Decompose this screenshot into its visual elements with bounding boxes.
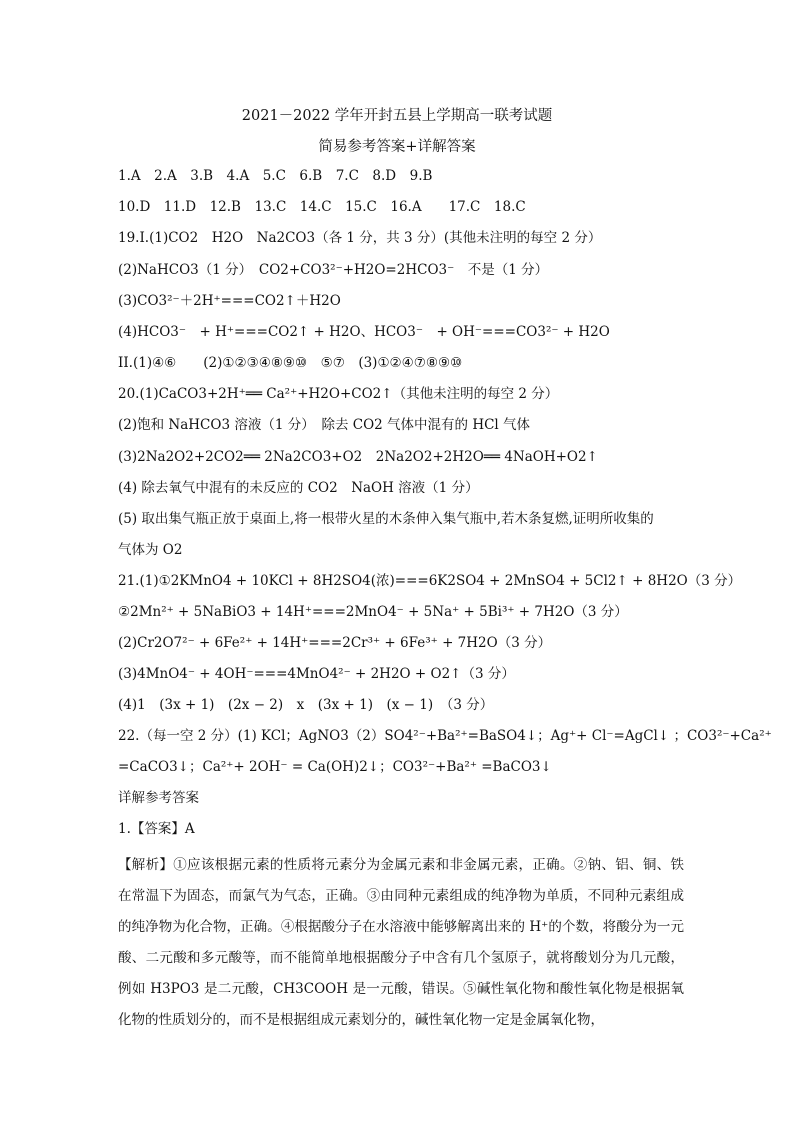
answer-line: (3)4MnO4⁻ + 4OH⁻===4MnO4²⁻ + 2H2O + O2↑（3 分）	[118, 666, 515, 682]
answer-line: 1.【答案】A	[118, 821, 195, 837]
answer-line: II.(1)④⑥ (2)①②③④⑧⑨⑩ ⑤⑦ (3)①②④⑦⑧⑨⑩	[118, 355, 463, 371]
answer-line: 10.D 11.D 12.B 13.C 14.C 15.C 16.A 17.C 18.C	[118, 199, 526, 215]
answer-line: 22.（每一空 2 分）(1) KCl；AgNO3（2）SO4²⁻+Ba²⁺=BaSO4↓；Ag⁺+ Cl⁻=AgCl↓ ；CO3²⁻+Ca²⁺	[118, 728, 772, 744]
answer-line: (4)1 (3x + 1) (2x − 2) x (3x + 1) (x − 1) （3 分）	[118, 697, 494, 713]
answer-line: (4) 除去氧气中混有的未反应的 CO2 NaOH 溶液（1 分）	[118, 480, 479, 496]
answer-line: 21.(1)①2KMnO4 + 10KCl + 8H2SO4(浓)===6K2SO4 + 2MnSO4 + 5Cl2↑ + 8H2O（3 分）	[118, 573, 742, 589]
answer-line: =CaCO3↓；Ca²⁺+ 2OH⁻ = Ca(OH)2↓；CO3²⁻+Ba²⁺ =BaCO3↓	[118, 759, 552, 775]
document-title: 2021－2022 学年开封五县上学期高一联考试题	[241, 108, 553, 124]
answer-line: 1.A 2.A 3.B 4.A 5.C 6.B 7.C 8.D 9.B	[118, 168, 433, 184]
answer-line: (3)2Na2O2+2CO2══ 2Na2CO3+O2 2Na2O2+2H2O══ 4NaOH+O2↑	[118, 449, 598, 465]
answer-line: (3)CO3²⁻＋2H⁺===CO2↑＋H2O	[118, 293, 341, 309]
answer-line: 20.(1)CaCO3+2H⁺══ Ca²⁺+H2O+CO2↑（其他未注明的每空 2 分）	[118, 386, 559, 402]
answer-line: (2)Cr2O7²⁻ + 6Fe²⁺ + 14H⁺===2Cr³⁺ + 6Fe³⁺ + 7H2O（3 分）	[118, 635, 552, 651]
section-heading: 详解参考答案	[118, 790, 199, 806]
explanation-paragraph: 【解析】①应该根据元素的性质将元素分为金属元素和非金属元素，正确。②钠、铝、铜、铁在常温下为固态，而氯气为气态，正确。③由同种元素组成的纯净物为单质，不同种元素组成的纯净物为化合物，正确。④根据酸分子在水溶液中能够解离出来的 H⁺的个数，将酸分为一元酸、二元酸和多元酸等，而不能简单地根据酸分子中含有几个氢原子，就将酸划分为几元酸，例如 H3PO3 是二元酸，CH3COOH 是一元酸，错误。⑤碱性氧化物和酸性氧化物是根据氧化物的性质划分的，而不是根据组成元素划分的，碱性氧化物一定是金属氧化物，	[118, 857, 684, 1028]
answer-line: (5) 取出集气瓶正放于桌面上,将一根带火星的木条伸入集气瓶中,若木条复燃,证明所收集的	[118, 511, 654, 527]
answer-line: (2)NaHCO3（1 分） CO2+CO3²⁻+H2O=2HCO3⁻ 不是（1 分）	[118, 262, 549, 278]
answer-line: ②2Mn²⁺ + 5NaBiO3 + 14H⁺===2MnO4⁻ + 5Na⁺ + 5Bi³⁺ + 7H2O（3 分）	[118, 604, 628, 620]
answer-line: 气体为 O2	[118, 542, 183, 558]
answer-line: 19.I.(1)CO2 H2O Na2CO3（各 1 分，共 3 分）(其他未注明的每空 2 分）	[118, 230, 602, 246]
answer-line: (4)HCO3⁻ + H⁺===CO2↑ + H2O、HCO3⁻ + OH⁻===CO3²⁻ + H2O	[118, 324, 610, 340]
answer-line: (2)饱和 NaHCO3 溶液（1 分） 除去 CO2 气体中混有的 HCl 气体	[118, 417, 531, 433]
document-subtitle: 简易参考答案+详解答案	[318, 139, 476, 155]
